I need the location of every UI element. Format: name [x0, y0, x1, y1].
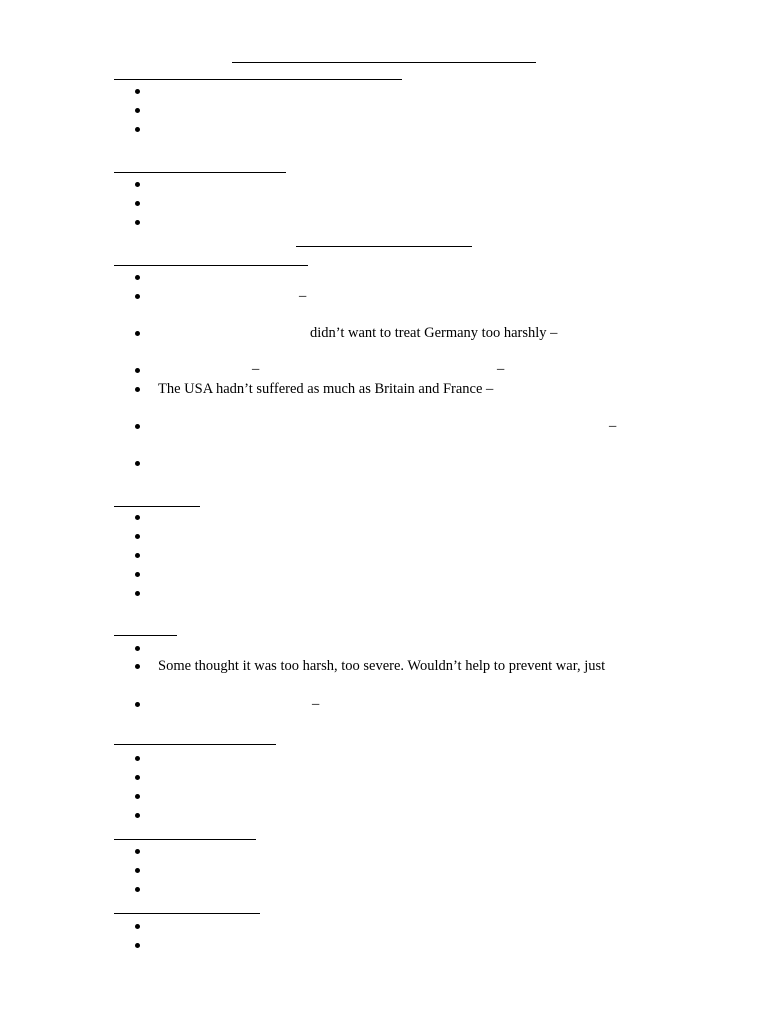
section-4-heading-underline — [114, 506, 200, 507]
dash-text: – — [609, 418, 617, 434]
bullet — [135, 794, 140, 799]
dash-text: – — [497, 361, 505, 377]
bullet — [135, 275, 140, 280]
section-5-heading-underline — [114, 635, 177, 636]
bullet — [135, 368, 140, 373]
bullet — [135, 89, 140, 94]
bullet — [135, 108, 140, 113]
bullet — [135, 664, 140, 669]
title-underline — [232, 62, 536, 63]
bullet — [135, 534, 140, 539]
section-1-heading-underline — [114, 79, 402, 80]
bullet — [135, 387, 140, 392]
bullet — [135, 127, 140, 132]
dash-text: – — [299, 288, 307, 304]
bullet — [135, 887, 140, 892]
section-7-heading-underline — [114, 839, 256, 840]
bullet — [135, 813, 140, 818]
bullet — [135, 515, 140, 520]
bullet-text: Some thought it was too harsh, too severe. Wouldn’t help to prevent war, just — [158, 658, 606, 674]
bullet — [135, 591, 140, 596]
bullet — [135, 924, 140, 929]
bullet — [135, 461, 140, 466]
bullet — [135, 220, 140, 225]
bullet — [135, 201, 140, 206]
bullet — [135, 849, 140, 854]
bullet — [135, 572, 140, 577]
bullet-text: didn’t want to treat Germany too harshly – — [310, 325, 558, 341]
bullet — [135, 331, 140, 336]
bullet — [135, 294, 140, 299]
bullet — [135, 182, 140, 187]
bullet — [135, 756, 140, 761]
bullet — [135, 553, 140, 558]
section-6-heading-underline — [114, 744, 276, 745]
bullet — [135, 646, 140, 651]
bullet — [135, 775, 140, 780]
dash-text: – — [312, 696, 320, 712]
bullet — [135, 943, 140, 948]
bullet — [135, 868, 140, 873]
subtitle-underline — [296, 246, 472, 247]
bullet-text: The USA hadn’t suffered as much as Britain and France – — [158, 381, 494, 397]
bullet — [135, 424, 140, 429]
dash-text: – — [252, 361, 260, 377]
section-8-heading-underline — [114, 913, 260, 914]
bullet — [135, 702, 140, 707]
section-3-heading-underline — [114, 265, 308, 266]
section-2-heading-underline — [114, 172, 286, 173]
